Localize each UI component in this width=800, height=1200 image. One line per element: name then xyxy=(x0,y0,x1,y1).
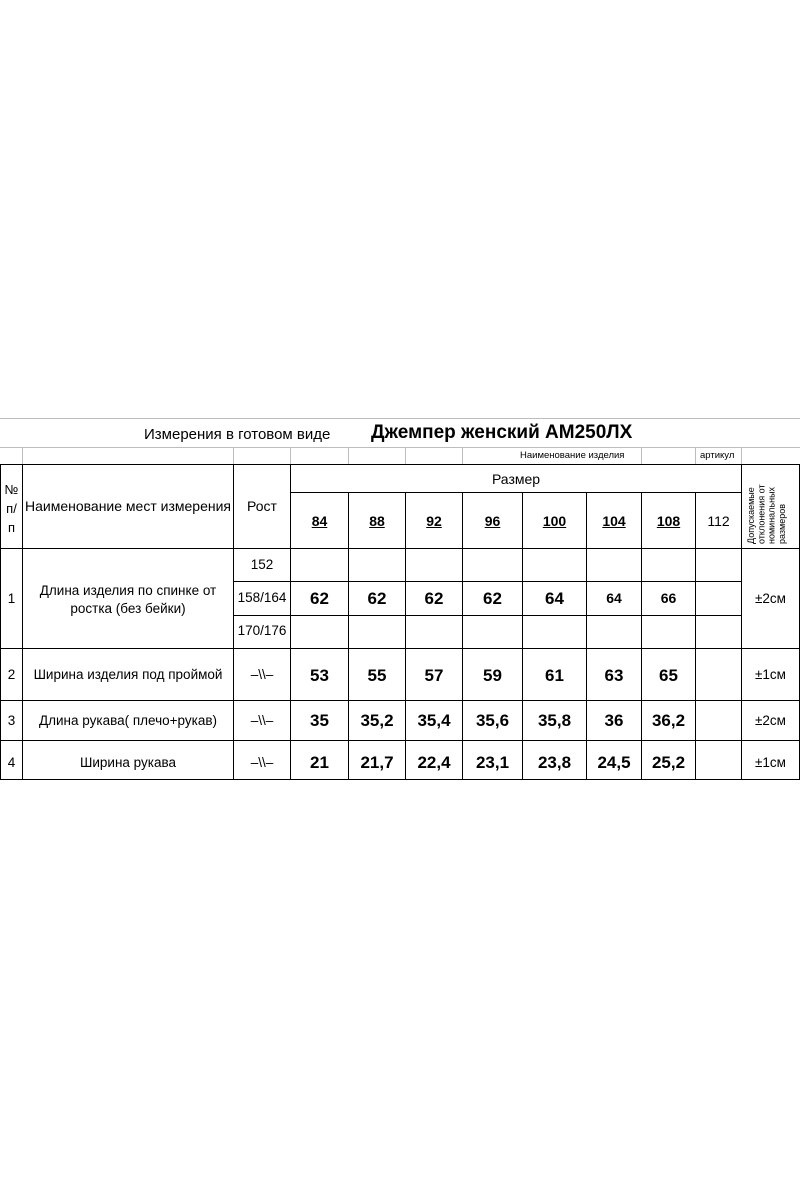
table-border-bottom xyxy=(0,779,800,780)
col-divider xyxy=(462,492,463,780)
article-label: артикул xyxy=(700,450,735,461)
row-2-name: Ширина изделия под проймой xyxy=(33,667,223,682)
row-1-num: 1 xyxy=(7,591,16,606)
row-2-value: 57 xyxy=(424,666,444,685)
row-3-value: 35,2 xyxy=(360,711,394,730)
row-2-num: 2 xyxy=(7,667,16,682)
row-4-value: 22,4 xyxy=(417,753,451,772)
row-1-value: 64 xyxy=(545,589,564,608)
size-96: 96 xyxy=(484,513,501,529)
row-2-value: 61 xyxy=(545,666,564,685)
col-divider xyxy=(641,492,642,780)
row-3-value: 36,2 xyxy=(651,711,686,730)
row1-subline-1 xyxy=(233,581,741,582)
row-3-value: 35 xyxy=(310,711,329,730)
row-2-value: 55 xyxy=(367,666,387,685)
header-size-group: Размер xyxy=(491,471,541,487)
row-1-height-3: 170/176 xyxy=(237,623,287,638)
gridline xyxy=(290,447,291,464)
row-1-value: 62 xyxy=(367,589,387,608)
row-3-height: –\\– xyxy=(250,713,274,728)
gridline xyxy=(22,447,23,464)
gridline xyxy=(741,447,742,464)
row-1-value: 64 xyxy=(606,590,622,606)
row-4-value: 23,1 xyxy=(475,753,510,772)
header-num-line: п/ xyxy=(6,500,17,516)
row-1-value: 62 xyxy=(310,589,329,608)
gridline xyxy=(405,447,406,464)
gridline xyxy=(0,447,800,448)
col-divider xyxy=(290,464,291,780)
col-divider xyxy=(695,492,696,780)
row-1-name-line: Длина изделия по спинке от xyxy=(39,583,217,598)
gridline xyxy=(462,447,463,464)
size-112: 112 xyxy=(707,513,730,529)
header-tolerance-line: размеров xyxy=(777,503,788,544)
header-tolerance-line: отклонения от xyxy=(756,484,767,544)
row-3-value: 36 xyxy=(604,711,624,730)
row-divider xyxy=(0,740,800,741)
row-4-value: 21,7 xyxy=(360,753,394,772)
size-92: 92 xyxy=(426,513,442,529)
gridline xyxy=(348,447,349,464)
col-divider xyxy=(586,492,587,780)
col-divider xyxy=(522,492,523,780)
row-3-value: 35,6 xyxy=(475,711,510,730)
header-num-line: № xyxy=(4,482,19,497)
row-1-value: 66 xyxy=(660,590,677,606)
row-2-value: 59 xyxy=(483,666,502,685)
row-3-name: Длина рукава( плечо+рукав) xyxy=(38,713,218,728)
row-4-name: Ширина рукава xyxy=(79,755,177,770)
row-4-height: –\\– xyxy=(250,755,274,770)
gridline xyxy=(695,447,696,464)
gridline xyxy=(0,418,800,419)
row-3-num: 3 xyxy=(7,713,16,728)
row-4-tolerance: ±1см xyxy=(755,755,786,770)
row-3-value: 35,8 xyxy=(537,711,572,730)
header-num xyxy=(1,481,22,538)
size-84: 84 xyxy=(311,513,328,529)
size-108: 108 xyxy=(656,513,681,529)
row-1-height-1: 152 xyxy=(250,557,274,572)
row-divider xyxy=(0,700,800,701)
row-1-value: 62 xyxy=(424,589,444,608)
row-3-tolerance: ±2см xyxy=(755,713,786,728)
size-104: 104 xyxy=(602,513,626,529)
row-1-value: 62 xyxy=(483,589,502,608)
col-divider xyxy=(741,464,742,780)
sheet-left-title: Измерения в готовом виде xyxy=(144,426,331,443)
row-2-tolerance: ±1см xyxy=(755,667,786,682)
col-divider xyxy=(405,492,406,780)
header-bottom-line xyxy=(0,548,800,549)
row-1-height-2: 158/164 xyxy=(237,590,287,605)
row-2-height: –\\– xyxy=(250,667,274,682)
table-border-top xyxy=(0,464,800,465)
header-height: Рост xyxy=(247,498,277,514)
size-88: 88 xyxy=(369,513,385,529)
row-1-tolerance: ±2см xyxy=(755,591,786,606)
size-header-divider xyxy=(290,492,741,493)
header-tolerance xyxy=(746,470,787,544)
header-tolerance-line: номинальных xyxy=(766,486,777,544)
row-divider xyxy=(0,648,800,649)
row-4-value: 25,2 xyxy=(651,753,686,772)
row-2-value: 63 xyxy=(604,666,624,685)
row1-subline-2 xyxy=(233,615,741,616)
row-4-value: 24,5 xyxy=(597,753,631,772)
product-name-label: Наименование изделия xyxy=(520,450,625,461)
row-4-value: 23,8 xyxy=(537,753,572,772)
row-1-name-line: ростка (без бейки) xyxy=(70,601,186,617)
row-2-value: 53 xyxy=(310,666,329,685)
row-2-value: 65 xyxy=(659,666,678,685)
row-4-value: 21 xyxy=(310,753,329,772)
header-tolerance-line: Допускаемые xyxy=(746,487,756,544)
gridline xyxy=(233,447,234,464)
size-100: 100 xyxy=(542,513,567,529)
col-divider xyxy=(348,492,349,780)
row-4-num: 4 xyxy=(7,755,16,770)
product-title: Джемпер женский АМ250ЛХ xyxy=(371,422,633,443)
header-num-line: п xyxy=(7,519,16,535)
gridline xyxy=(641,447,642,464)
header-measure-name: Наименование мест измерения xyxy=(24,498,231,514)
row-1-name xyxy=(23,582,233,618)
row-3-value: 35,4 xyxy=(417,711,451,730)
